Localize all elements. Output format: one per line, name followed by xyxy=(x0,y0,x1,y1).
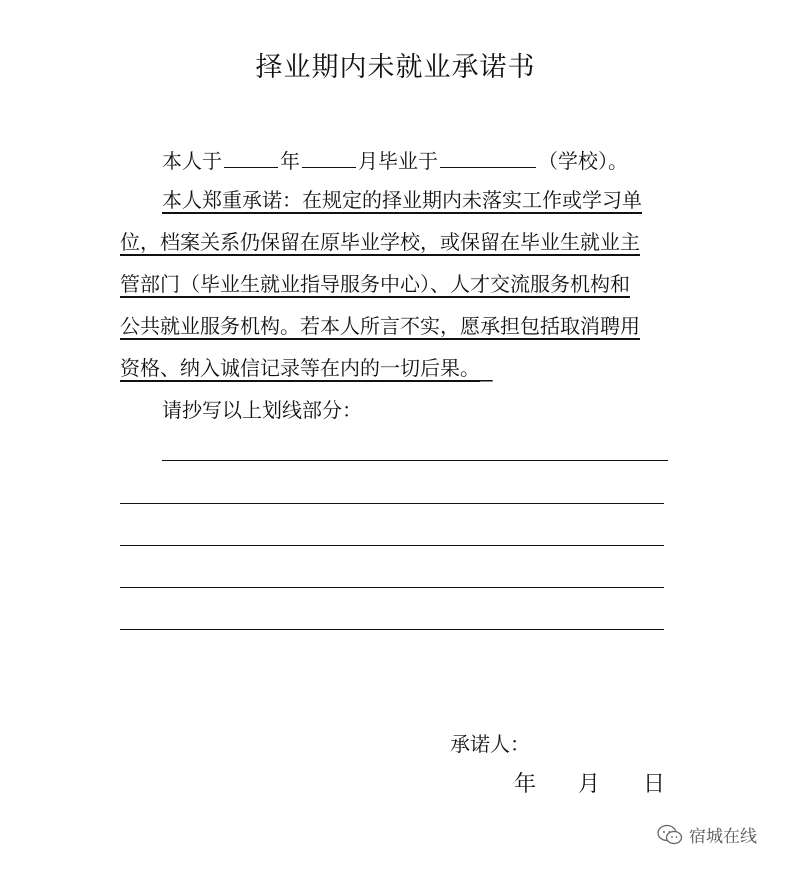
year-blank[interactable] xyxy=(224,145,278,168)
intro-line xyxy=(162,145,722,176)
signer-label: 承诺人： xyxy=(450,732,530,756)
copy-line-4[interactable] xyxy=(120,587,664,588)
date-day: 日 xyxy=(643,772,666,797)
copy-line-5[interactable] xyxy=(120,629,664,630)
date-year: 年 xyxy=(514,772,537,797)
intro-text-2: 年 xyxy=(280,149,300,173)
pledge-line-2: 位，档案关系仍保留在原毕业学校，或保留在毕业生就业主 xyxy=(120,230,640,254)
intro-text-4: （学校）。 xyxy=(538,149,628,173)
date-month: 月 xyxy=(578,772,601,797)
copy-instruction: 请抄写以上划线部分： xyxy=(162,398,362,422)
intro-text-3: 月毕业于 xyxy=(358,149,438,173)
watermark-text: 宿城在线 xyxy=(689,827,757,847)
document-title: 择业期内未就业承诺书 xyxy=(255,52,536,83)
pledge-line-5: 资格、纳入诚信记录等在内的一切后果。 xyxy=(120,356,480,380)
copy-line-2[interactable] xyxy=(120,503,664,504)
copy-line-1[interactable] xyxy=(162,460,668,461)
intro-text-1: 本人于 xyxy=(162,149,222,173)
school-blank[interactable] xyxy=(440,145,536,168)
watermark xyxy=(657,822,757,847)
pledge-line-1: 本人郑重承诺：在规定的择业期内未落实工作或学习单 xyxy=(162,188,642,212)
month-blank[interactable] xyxy=(302,145,356,168)
pledge-line-4: 公共就业服务机构。若本人所言不实，愿承担包括取消聘用 xyxy=(120,314,640,338)
pledge-line-3: 管部门（毕业生就业指导服务中心）、人才交流服务机构和 xyxy=(120,272,630,296)
wechat-icon xyxy=(657,824,683,846)
copy-line-3[interactable] xyxy=(120,545,664,546)
